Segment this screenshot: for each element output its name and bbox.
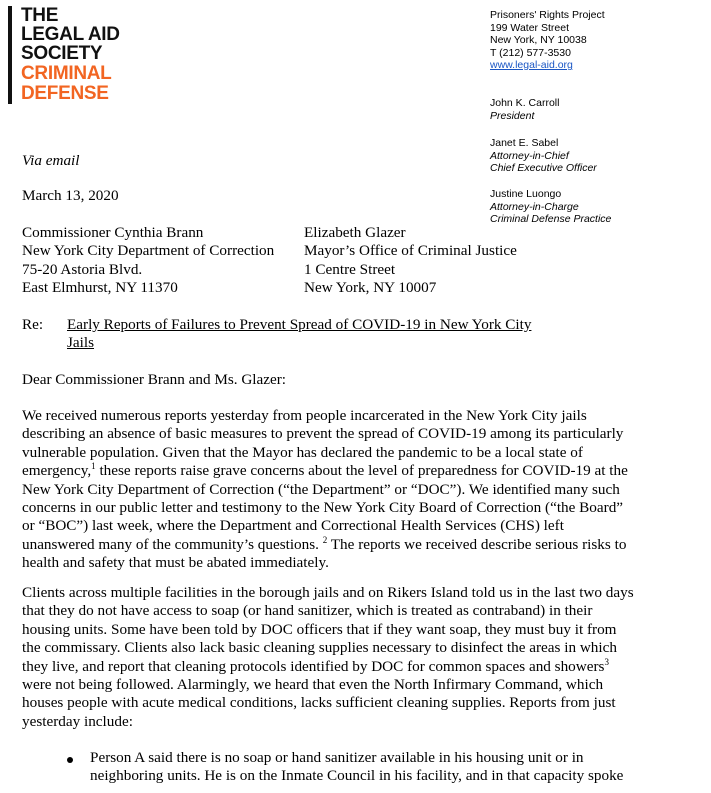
recipient-line: 75-20 Astoria Blvd. — [22, 260, 143, 278]
bullet-item — [90, 749, 623, 786]
recipient-line: Elizabeth Glazer — [304, 224, 406, 241]
paragraph-line: yesterday include: — [22, 712, 133, 730]
delivery-method: Via email — [22, 152, 80, 169]
paragraph-text: emergency, — [22, 462, 92, 480]
re-subject-line: Jails — [67, 334, 95, 352]
officer-block — [490, 188, 611, 226]
officer-name: Janet E. Sabel — [490, 137, 559, 149]
officer-title: Criminal Defense Practice — [490, 213, 612, 225]
logo-line: THE — [21, 5, 59, 26]
paragraph-text: unanswered many of the community’s questions. — [22, 535, 319, 553]
recipient-line: 1 Centre Street — [304, 260, 396, 278]
paragraph-line: New York City Department of Correction (“the Department” or “DOC”). We identified many such — [22, 480, 620, 498]
paragraph-line: Clients across multiple facilities in the borough jails and on Rikers Island told us in the last two days — [22, 584, 634, 601]
paragraph-text: The reports we received describe serious risks to — [330, 535, 627, 553]
bullet-icon — [67, 757, 73, 763]
officer-title: Attorney-in-Chief — [490, 149, 569, 162]
paragraph-line: the commissary. Clients also lack basic cleaning supplies necessary to disinfect the areas in which — [22, 639, 617, 657]
re-label: Re: — [22, 316, 44, 333]
officer-title: President — [490, 109, 535, 122]
footnote-marker[interactable]: 3 — [604, 656, 609, 667]
logo-line: CRIMINAL — [21, 63, 112, 84]
letter-date: March 13, 2020 — [22, 187, 119, 204]
officer-name: John K. Carroll — [490, 97, 560, 109]
org-name: Prisoners' Rights Project — [490, 9, 605, 21]
paragraph-line: health and safety that must be abated immediately. — [22, 554, 329, 572]
officer-title: Attorney-in-Charge — [490, 200, 579, 213]
paragraph-line: describing an absence of basic measures to prevent the spread of COVID-19 among its particularly — [22, 425, 624, 443]
salutation: Dear Commissioner Brann and Ms. Glazer: — [22, 371, 287, 388]
recipient-line: New York, NY 10007 — [304, 279, 437, 297]
recipient-line: New York City Department of Correction — [22, 242, 275, 260]
org-address — [490, 9, 605, 72]
org-phone: T (212) 577-3530 — [490, 46, 571, 59]
paragraph-line: houses people with acute medical conditions, lacks sufficient cleaning supplies. Reports from just — [22, 694, 616, 712]
org-website-link[interactable]: www.legal-aid.org — [490, 59, 573, 71]
logo-line: LEGAL AID — [21, 24, 120, 45]
paragraph-line: We received numerous reports yesterday from people incarcerated in the New York City jails — [22, 407, 587, 424]
logo-line: DEFENSE — [21, 83, 109, 104]
paragraph-line: that they do not have access to soap (or hand sanitizer, which is treated as contraband) in their — [22, 602, 593, 620]
officer-name: Justine Luongo — [490, 188, 562, 200]
paragraph-1 — [22, 407, 662, 573]
recipient-line: Mayor’s Office of Criminal Justice — [304, 242, 517, 260]
re-subject — [67, 316, 531, 353]
paragraph-line: were not being followed. Alarmingly, we heard that even the North Infirmary Command, which — [22, 676, 604, 694]
footnote-marker[interactable]: 2 — [322, 534, 328, 545]
paragraph-text: these reports raise grave concerns about the level of preparedness for COVID-19 at the — [99, 462, 628, 480]
paragraph-2 — [22, 584, 662, 731]
paragraph-line: or “BOC”) last week, where the Department and Correctional Health Services (CHS) left — [22, 517, 564, 535]
recipient-line: Commissioner Cynthia Brann — [22, 224, 204, 241]
logo-bar — [8, 6, 12, 104]
bullet-line: neighboring units. He is on the Inmate Council in his facility, and in that capacity spoke — [90, 767, 624, 785]
org-street: 199 Water Street — [490, 21, 569, 34]
paragraph-line: vulnerable population. Given that the Mayor has declared the pandemic to be a local state of — [22, 443, 583, 461]
recipient-block — [22, 224, 274, 298]
recipient-block — [304, 224, 517, 298]
officer-block — [490, 137, 597, 175]
logo-line: SOCIETY — [21, 43, 103, 64]
recipient-line: East Elmhurst, NY 11370 — [22, 279, 178, 297]
bullet-line: Person A said there is no soap or hand sanitizer available in his housing unit or in — [90, 749, 584, 766]
footnote-marker[interactable]: 1 — [91, 461, 96, 472]
paragraph-line — [22, 462, 662, 480]
paragraph-line — [22, 658, 662, 676]
paragraph-text: they live, and report that cleaning protocols identified by DOC for common spaces and showers — [22, 657, 605, 675]
officer-block — [490, 97, 559, 122]
paragraph-line: concerns in our public letter and testimony to the New York City Board of Correction (“the Board” — [22, 499, 624, 517]
paragraph-line — [22, 536, 662, 554]
paragraph-line: housing units. Some have been told by DOC officers that if they want soap, they must buy it from — [22, 620, 617, 638]
re-subject-line: Early Reports of Failures to Prevent Spread of COVID-19 in New York City — [67, 316, 532, 333]
officer-title: Chief Executive Officer — [490, 162, 597, 174]
org-city: New York, NY 10038 — [490, 34, 587, 46]
